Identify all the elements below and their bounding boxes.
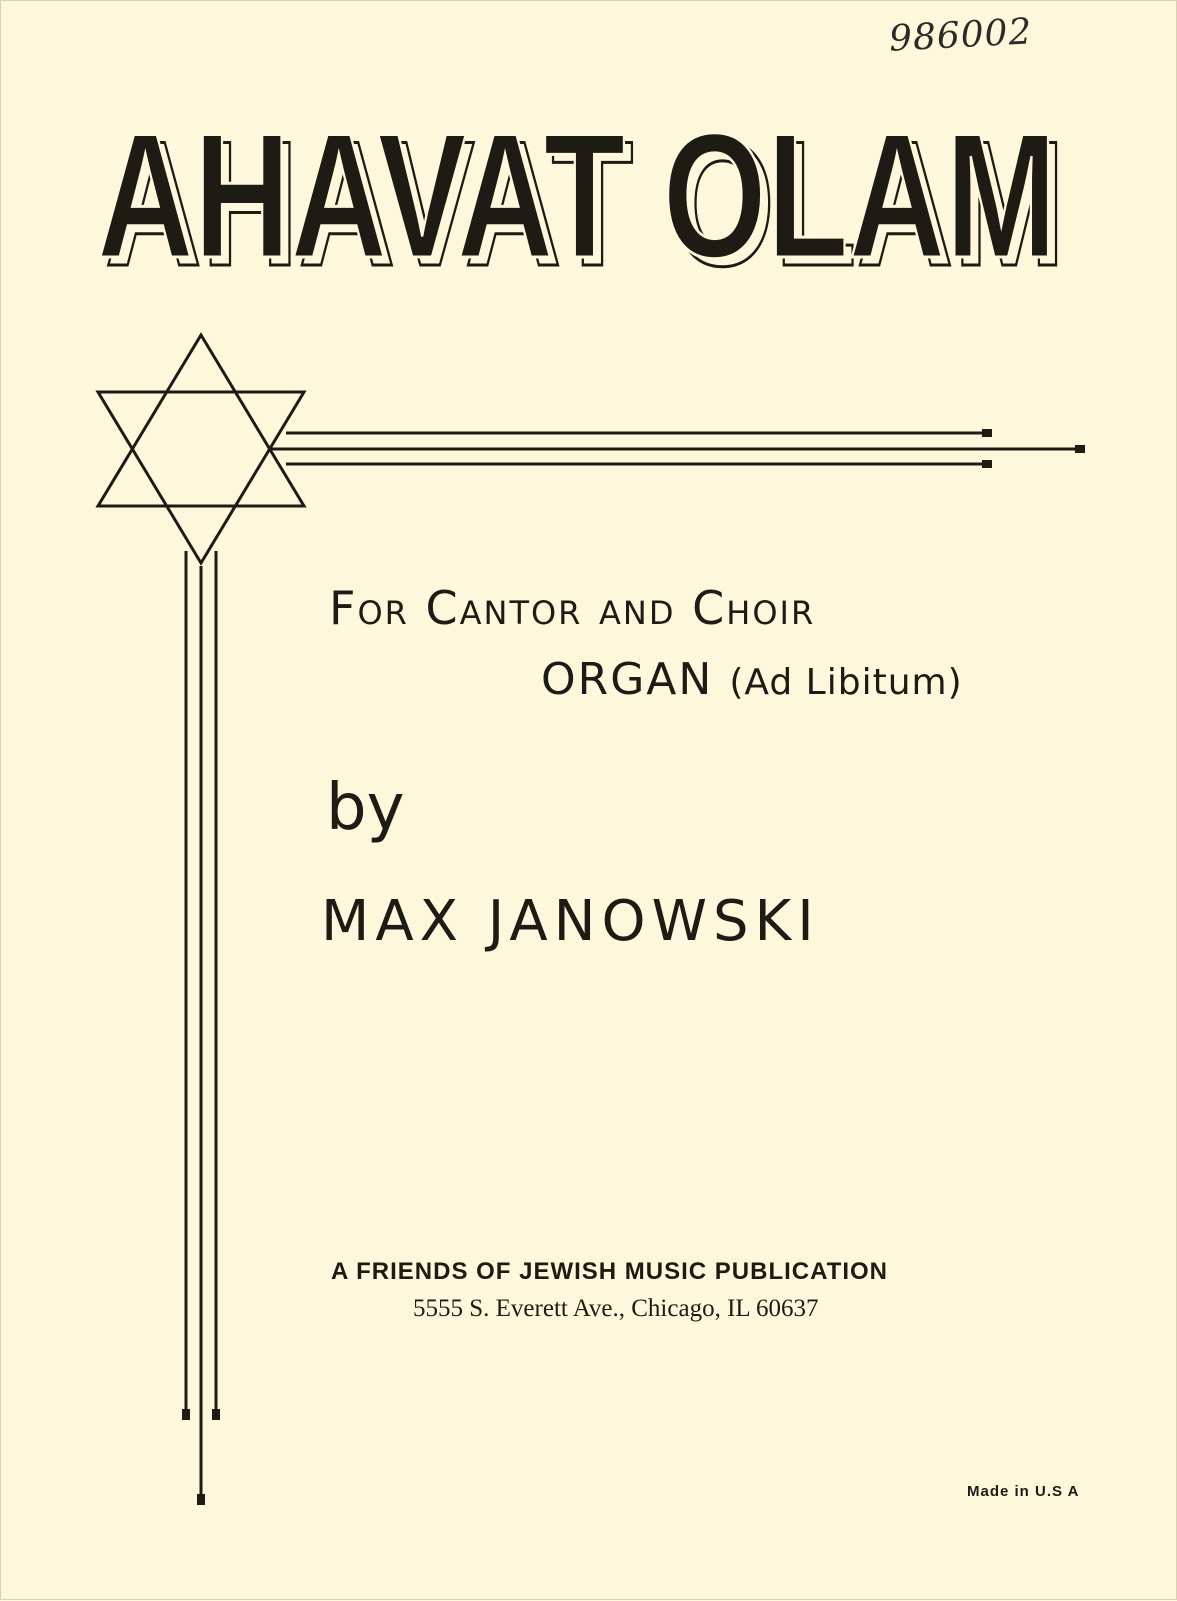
publisher-address: 5555 S. Everett Ave., Chicago, IL 60637 (413, 1295, 819, 1322)
made-in-label: Made in U.S A (967, 1483, 1080, 1500)
organ-label: ORGAN (541, 654, 714, 705)
horizontal-rules (271, 433, 1079, 464)
ad-libitum-label: (Ad Libitum) (729, 662, 963, 703)
publisher-name: A FRIENDS OF JEWISH MUSIC PUBLICATION (331, 1258, 889, 1285)
subtitle-organ (541, 654, 963, 705)
title-text: AHAVAT OLAM (97, 111, 1057, 291)
vertical-rules (186, 551, 216, 1501)
subtitle-cantor-choir: For Cantor and Choir (329, 581, 816, 635)
ornament-graphic (1, 1, 1177, 1601)
by-label: by (326, 771, 405, 845)
catalog-number: 986002 (888, 11, 1034, 60)
composer-name: MAX JANOWSKI (321, 889, 820, 954)
title-shadow: AHAVAT OLAM (105, 111, 1065, 291)
